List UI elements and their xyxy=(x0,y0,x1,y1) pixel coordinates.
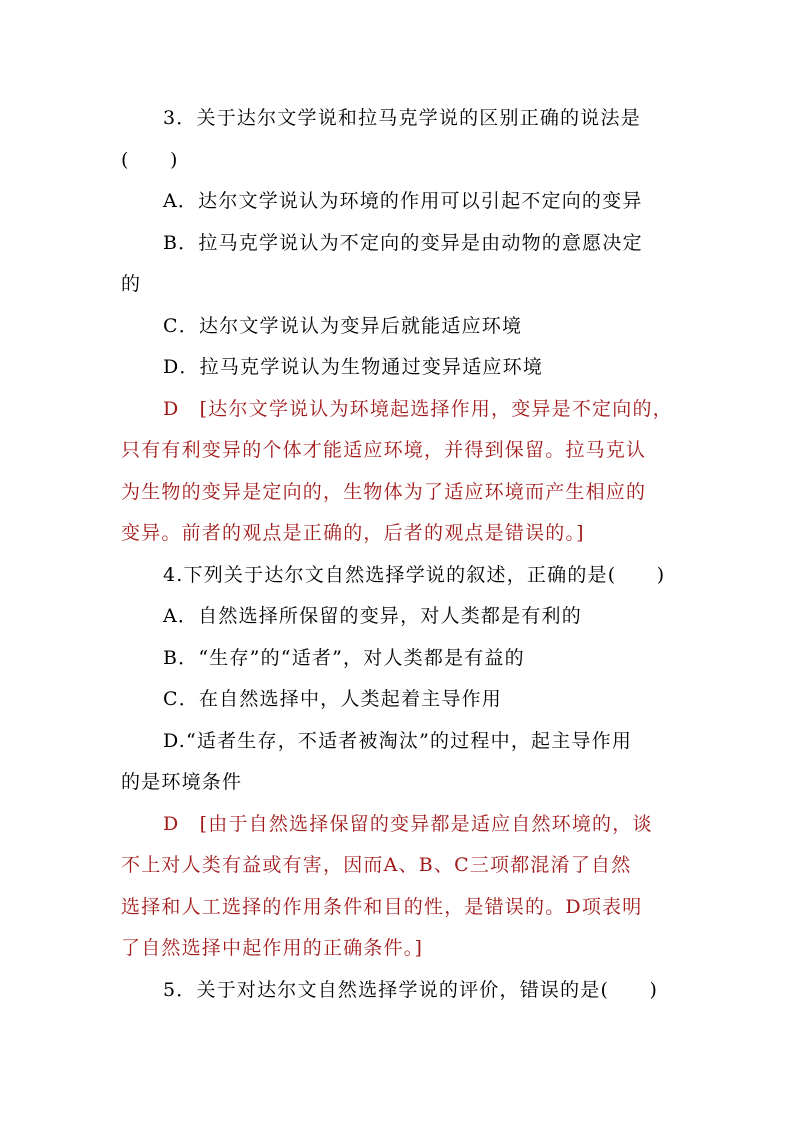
q3-answer-line3: 为生物的变异是定向的，生物体为了适应环境而产生相应的 xyxy=(121,481,647,503)
q4-option-a: A．自然选择所保留的变异，对人类都是有利的 xyxy=(163,605,582,627)
q3-answer-line4: 变异。前者的观点是正确的，后者的观点是错误的。] xyxy=(121,522,585,544)
q3-option-a: A．达尔文学说认为环境的作用可以引起不定向的变异 xyxy=(163,190,643,212)
q4-option-b: B．“生存”的“适者”，对人类都是有益的 xyxy=(163,647,525,669)
q4-answer-line3: 选择和人工选择的作用条件和目的性，是错误的。D项表明 xyxy=(121,896,643,918)
q4-option-c: C．在自然选择中，人类起着主导作用 xyxy=(163,688,502,710)
q4-answer-line4: 了自然选择中起作用的正确条件。] xyxy=(121,937,424,959)
q3-option-d: D．拉马克学说认为生物通过变异适应环境 xyxy=(163,356,544,378)
q3-stem-line2: ( ) xyxy=(121,149,179,171)
q3-option-c: C．达尔文学说认为变异后就能适应环境 xyxy=(163,315,523,337)
q5-stem: 5．关于对达尔文自然选择学说的评价，错误的是( ) xyxy=(163,979,659,1001)
q4-stem: 4.下列关于达尔文自然选择学说的叙述，正确的是( ) xyxy=(163,564,666,586)
q3-option-b-line1: B．拉马克学说认为不定向的变异是由动物的意愿决定 xyxy=(163,232,643,254)
q3-option-b-line2: 的 xyxy=(121,273,142,295)
q4-option-d-line1: D.“适者生存，不适者被淘汰”的过程中，起主导作用 xyxy=(163,730,633,752)
q4-answer-line2: 不上对人类有益或有害，因而A、B、C三项都混淆了自然 xyxy=(121,854,632,876)
q4-option-d-line2: 的是环境条件 xyxy=(121,771,243,793)
q3-stem-line1: 3．关于达尔文学说和拉马克学说的区别正确的说法是 xyxy=(163,107,641,129)
q4-answer-line1: D [由于自然选择保留的变异都是适应自然环境的，谈 xyxy=(163,813,653,835)
q3-answer-line1: D [达尔文学说认为环境起选择作用，变异是不定向的， xyxy=(163,398,673,420)
q3-answer-line2: 只有有利变异的个体才能适应环境，并得到保留。拉马克认 xyxy=(121,439,647,461)
